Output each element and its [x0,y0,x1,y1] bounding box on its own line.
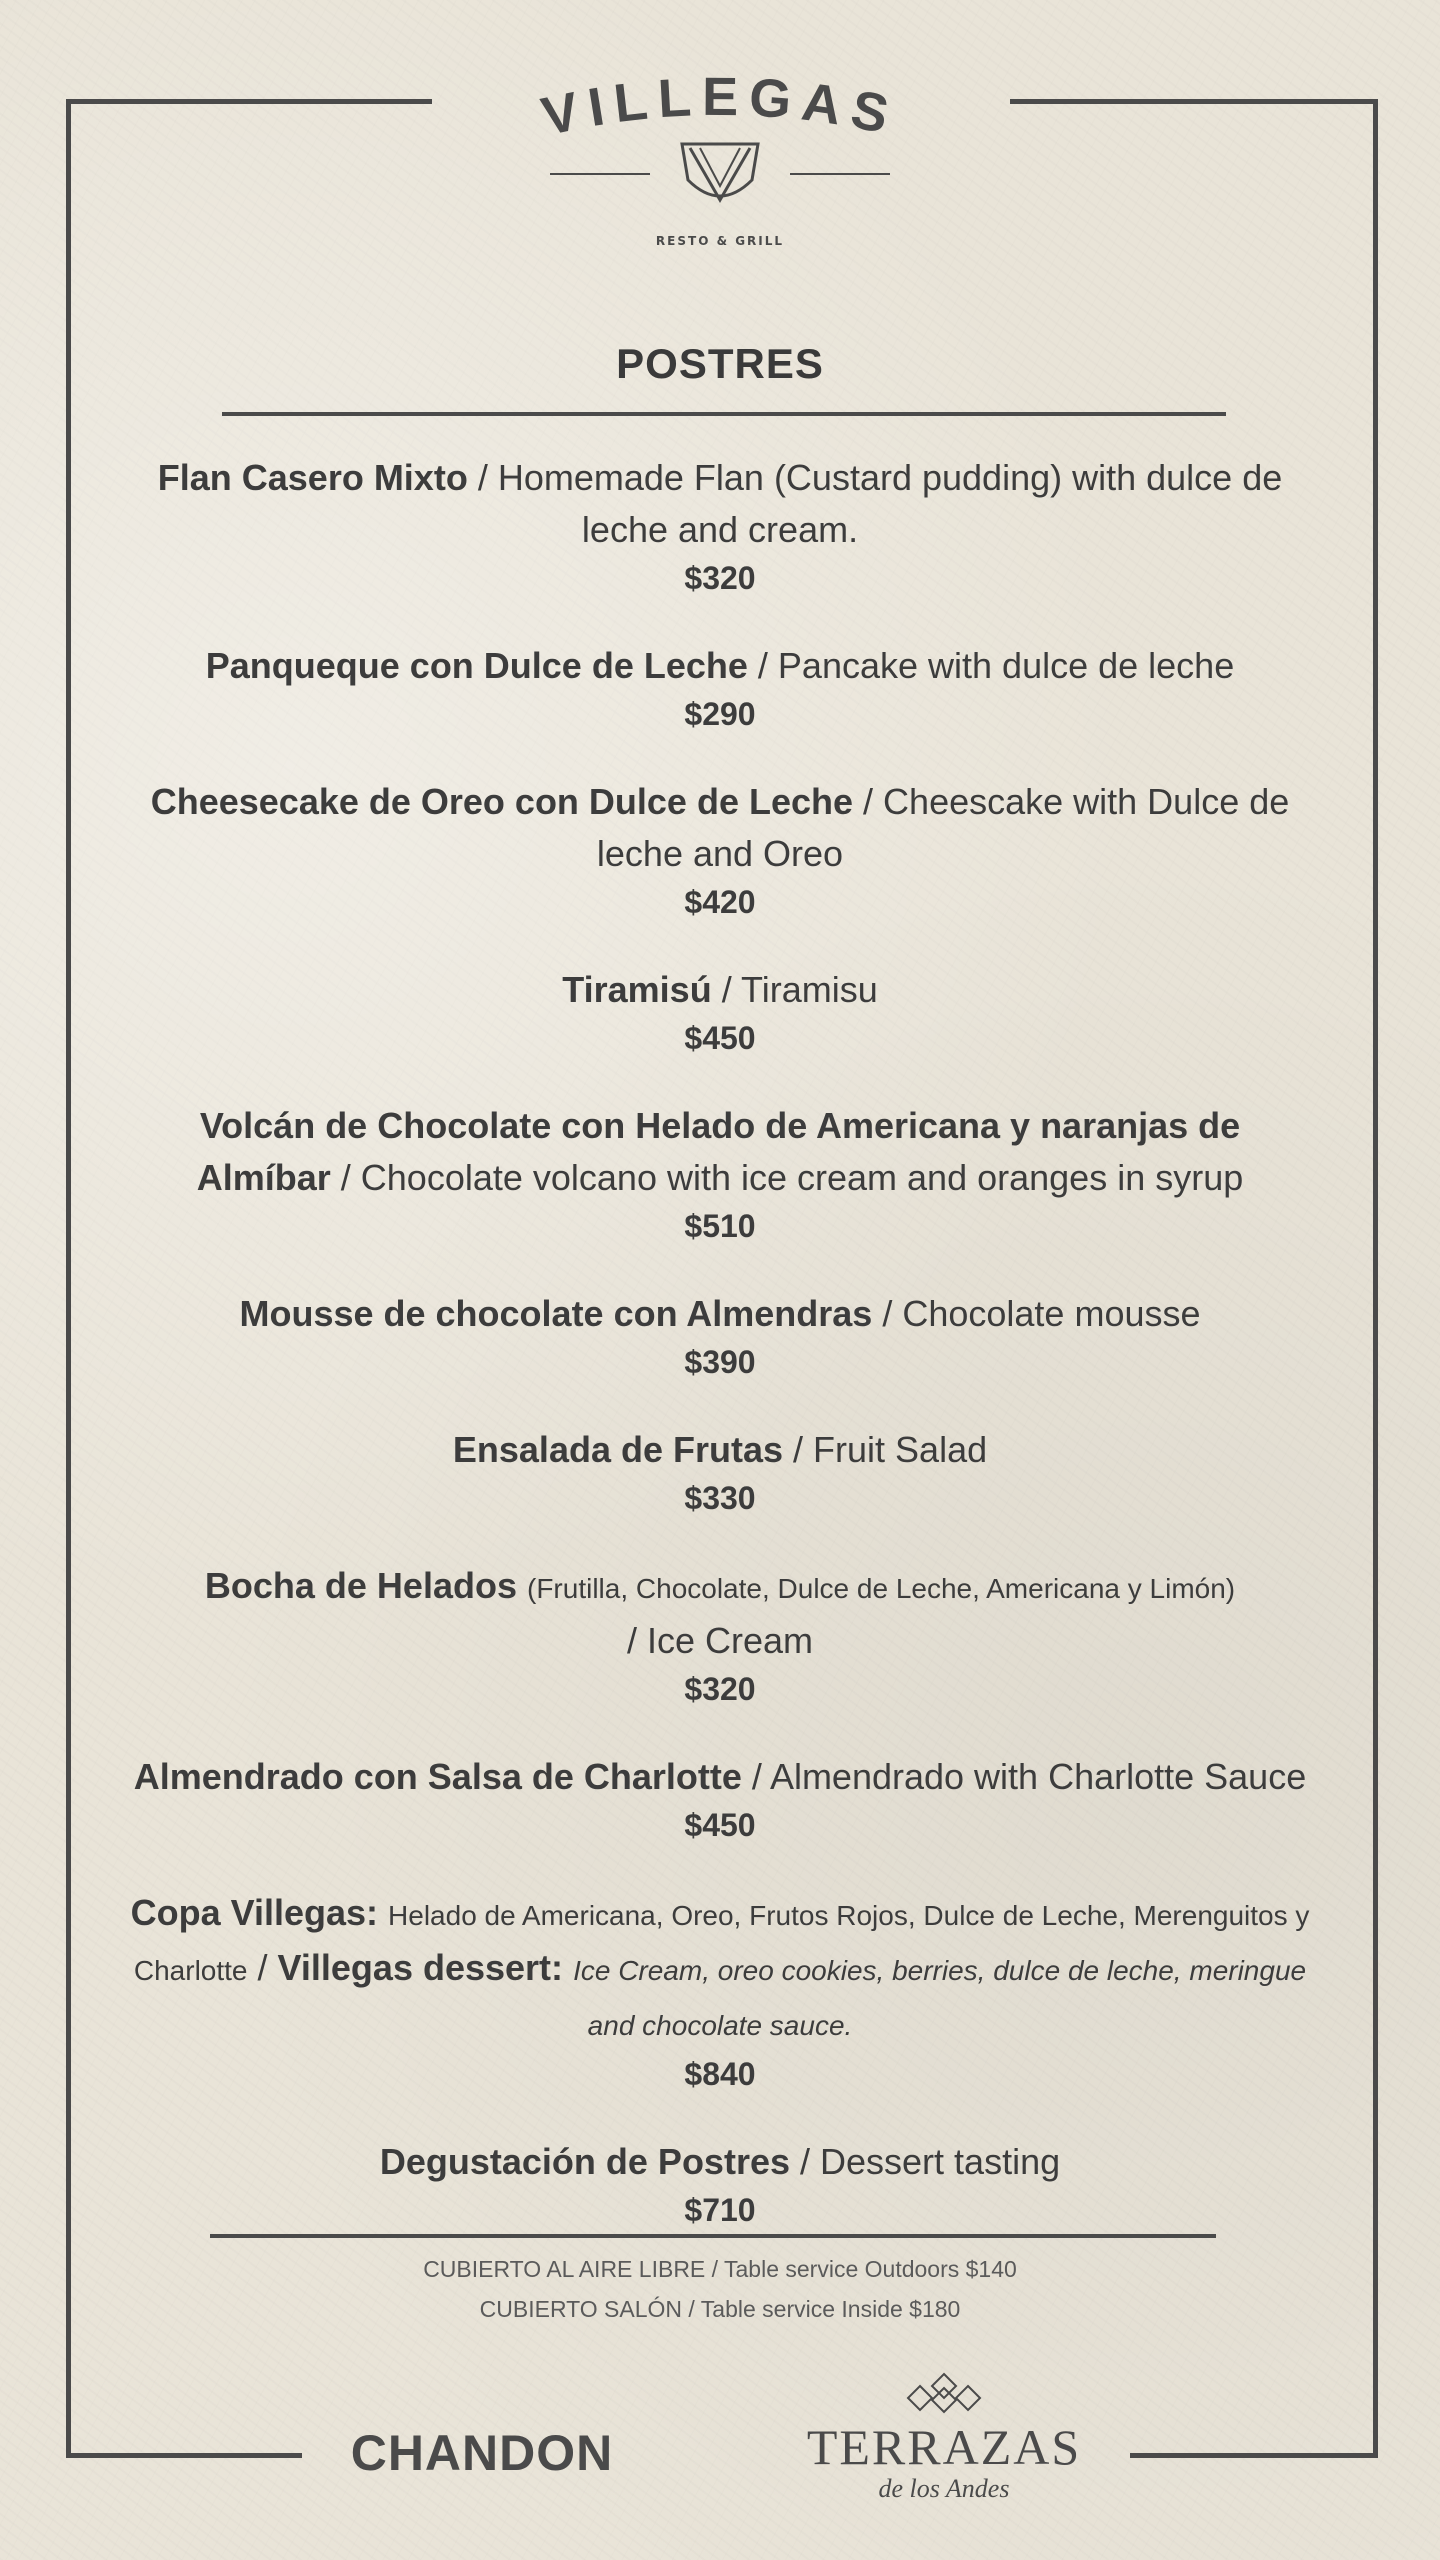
item-note: Helado de Americana, Oreo, Frutos Rojos, Dulce de Leche, Merenguitos y Charlotte [133,1900,1310,1986]
item-desc: Homemade Flan (Custard pudding) with dulce de leche and cream. [497,457,1283,550]
item-price: $420 [684,884,756,920]
menu-item-cheesecake: Cheesecake de Oreo con Dulce de Leche / Cheescake with Dulce de leche and Oreo $420 [130,776,1310,924]
frame-left [66,99,71,2458]
menu-item-almendrado: Almendrado con Salsa de Charlotte / Almendrado with Charlotte Sauce $450 [130,1751,1310,1847]
item-desc: Pancake with dulce de leche [777,645,1235,686]
item-desc: Fruit Salad [813,1429,988,1470]
item-price: $390 [684,1344,756,1380]
item-desc: Chocolate volcano with ice cream and oranges in syrup [360,1157,1244,1198]
svg-text:VILLEGAS [537,67,904,147]
item-name: Mousse de chocolate con Almendras [239,1293,873,1334]
chandon-logo: CHANDON [350,2425,614,2481]
menu-item-volcan: Volcán de Chocolate con Helado de Americana y naranjas de Almíbar / Chocolate volcano with ice cream and oranges in syrup $510 [130,1100,1310,1248]
table-service-outdoors: CUBIERTO AL AIRE LIBRE / Table service Outdoors $140 [423,2256,1017,2282]
frame-right [1373,99,1378,2458]
v-shield-icon [682,144,758,200]
dessert-menu [130,452,1310,2272]
menu-item-copa-villegas: Copa Villegas: Helado de Americana, Oreo, Frutos Rojos, Dulce de Leche, Merenguitos y Charlotte / Villegas dessert: Ice Cream, oreo cookies, berries, dulce de leche, meringue and chocolate sauce. $840 [130,1887,1310,2096]
frame-bottom-right [1130,2453,1378,2458]
item-desc: Dessert tasting [820,2141,1061,2182]
item-name: Degustación de Postres [379,2141,790,2182]
terrazas-diamond-icon [898,2370,990,2414]
brand-tagline: RESTO & GRILL [655,234,785,248]
item-name: Copa Villegas: [130,1892,379,1933]
item-price: $320 [684,1671,756,1707]
item-name: Tiramisú [562,969,712,1010]
item-price: $450 [684,1020,756,1056]
frame-bottom-left [66,2453,302,2458]
item-note: (Frutilla, Chocolate, Dulce de Leche, Americana y Limón) [527,1573,1236,1604]
item-name: Volcán de Chocolate con Helado de Americana y naranjas de Almíbar [196,1105,1241,1198]
item-desc: Almendrado with Charlotte Sauce [769,1756,1307,1797]
item-price: $330 [684,1480,756,1516]
frame-top-right [1010,99,1378,104]
item-name-en: Villegas dessert: [277,1947,564,1988]
menu-item-ensalada: Ensalada de Frutas / Fruit Salad $330 [130,1424,1310,1520]
item-price: $320 [684,560,756,596]
item-name: Ensalada de Frutas [452,1429,784,1470]
terrazas-logo [776,2370,1112,2510]
section-rule-bottom [210,2234,1216,2238]
table-service-inside: CUBIERTO SALÓN / Table service Inside $180 [479,2296,961,2322]
item-detail: Ice Cream, oreo cookies, berries, dulce de leche, meringue and chocolate sauce. [573,1955,1307,2041]
item-desc: Ice Cream [646,1620,814,1661]
item-desc: Tiramisu [741,969,878,1010]
menu-item-tiramisu: Tiramisú / Tiramisu $450 [130,964,1310,1060]
item-price: $710 [684,2192,756,2228]
item-price: $510 [684,1208,756,1244]
item-price: $290 [684,696,756,732]
terrazas-sub: de los Andes [878,2474,1010,2503]
brand-logo-graphic [500,60,940,260]
section-title: POSTRES [616,340,824,387]
frame-top-left [66,99,432,104]
item-name: Bocha de Helados [204,1565,517,1606]
terrazas-name: TERRAZAS [806,2419,1082,2475]
menu-item-mousse: Mousse de chocolate con Almendras / Chocolate mousse $390 [130,1288,1310,1384]
brand-logo [500,60,940,260]
item-price: $840 [684,2056,756,2092]
item-name: Panqueque con Dulce de Leche [205,645,748,686]
menu-item-degustacion: Degustación de Postres / Dessert tasting $710 [130,2136,1310,2232]
item-desc: Cheescake with Dulce de leche and Oreo [596,781,1290,874]
section-rule-top [222,412,1226,416]
menu-item-flan: Flan Casero Mixto / Homemade Flan (Custard pudding) with dulce de leche and cream. $320 [130,452,1310,600]
item-desc: Chocolate mousse [902,1293,1201,1334]
menu-item-bocha: Bocha de Helados (Frutilla, Chocolate, Dulce de Leche, Americana y Limón) / Ice Cream $320 [130,1560,1310,1711]
menu-item-panqueque: Panqueque con Dulce de Leche / Pancake with dulce de leche $290 [130,640,1310,736]
item-price: $450 [684,1807,756,1843]
item-name: Cheesecake de Oreo con Dulce de Leche [150,781,854,822]
item-name: Flan Casero Mixto [157,457,468,498]
brand-name: VILLEGAS [536,66,904,148]
item-name: Almendrado con Salsa de Charlotte [133,1756,742,1797]
